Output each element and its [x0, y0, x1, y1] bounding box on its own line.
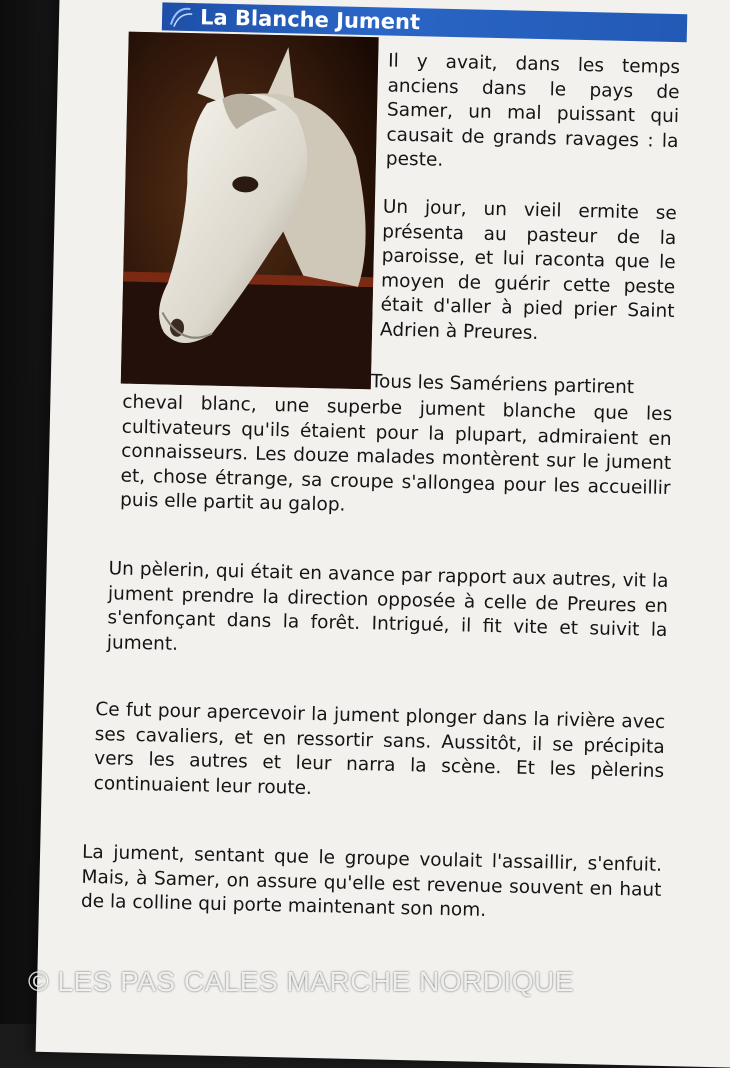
paragraph-ending: La jument, sentant que le groupe voulait l'assaillir, s'enfuit. Mais, à Samer, on assure qu'elle est revenue souvent en haut de la colline qui porte maintenant son nom.: [80, 841, 663, 921]
article-page: [36, 0, 730, 1068]
paragraph-intro: Il y avait, dans les temps anciens dans le pays de Samer, un mal puissant qui causait de grands ravages : la peste.: [385, 50, 681, 171]
paragraph-departure: Tous les Samériens partirent: [370, 371, 635, 399]
swirl-ornament-icon: [168, 5, 195, 30]
paragraph-hermit: Un jour, un vieil ermite se présenta au pasteur de la paroisse, et lui raconta que le moyen de guérir cette peste était d'aller à pied prier Saint Adrien à Preures.: [379, 196, 678, 344]
paragraph-pilgrim: Un pèlerin, qui était en avance par rapport aux autres, vit la jument prendre la direction opposée à celle de Preures en s'enfonçant dans la forêt. Intrigué, il fit vite et suivit la jument.: [106, 558, 669, 655]
copyright-watermark: © LES PAS CALES MARCHE NORDIQUE: [28, 966, 574, 997]
article-title: La Blanche Jument: [199, 5, 421, 35]
paragraph-river: Ce fut pour apercevoir la jument plonger dans la rivière avec ses cavaliers, et en ressortir sans. Aussitôt, il se précipita vers les autres et leur narra la scène. Et les pèlerins continuaient leur route.: [93, 699, 666, 799]
white-horse-photo: [121, 32, 379, 390]
paragraph-white-mare: cheval blanc, une superbe jument blanche que les cultivateurs qu'ils étaient pour la plupart, admiraient en connaisseurs. Les douze malades montèrent sur le jument et, chose étrange, sa croupe s'allongea pour les accueillir puis elle partit au galop.: [119, 391, 673, 516]
